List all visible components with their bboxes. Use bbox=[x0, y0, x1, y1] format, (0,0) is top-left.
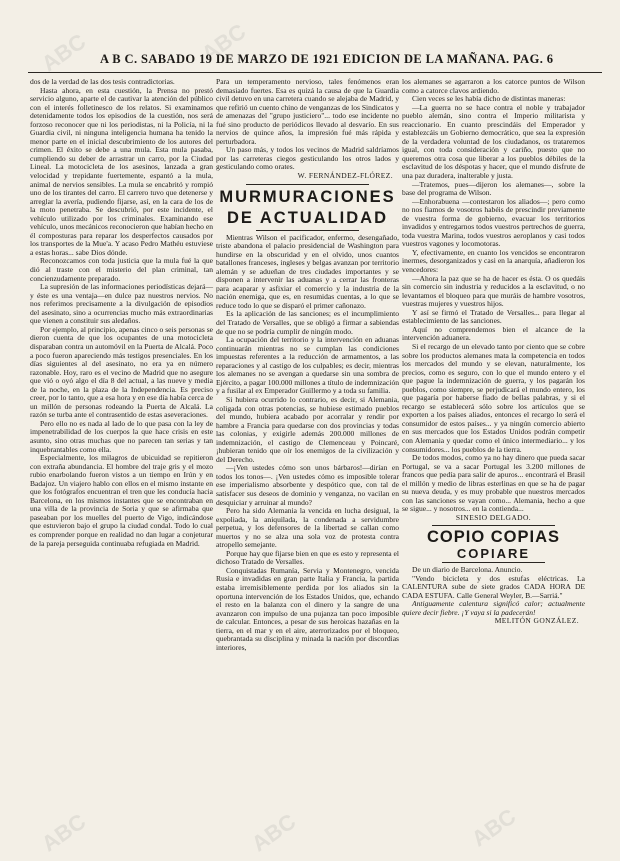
paragraph: Por ejemplo, al principio, apenas cinco o seis personas se dieron cuenta de que los ocupantes de una motocicleta disparaban contra un automóvil en la Puerta de Alcalá. Poco a poco fueron apareciendo más testigos presenciales. En los días siguientes al del asesinato, no era ya en número razonable. Hoy, raro es el vecino de Madrid que no asegure que vió o oyó algo el día 8 del actual, a las nueve y media de la noche, en la plaza de la Independencia. Es preciso creer, por lo tanto, que a esa hora y en ese día había cerca de un millón de personas rodeando la Puerta de Alcalá. La razón se turba ante el contrasentido de estas aseveraciones. bbox=[30, 324, 213, 420]
page-header bbox=[28, 52, 602, 70]
paragraph: los alemanes se agarraron a los catorce puntos de Wilson como a catorce clavos ardiendo. bbox=[402, 77, 585, 95]
watermark: ABC bbox=[466, 803, 521, 852]
paragraph: Antiguamente calentura significó calor; actualmente quiere decir fiebre. ¡Y vaya si la padecerán! bbox=[402, 599, 585, 617]
section-title: MURMURACIONES bbox=[219, 187, 396, 206]
paragraph: Es la aplicación de las sanciones; es el incumplimiento del Tratado de Versalles, que se obligó a firmar a sabiendas de que no se podría cumplir de ningún modo. bbox=[216, 309, 399, 336]
paragraph: dos de la verdad de las dos tesis contradictorias. bbox=[30, 77, 175, 86]
author-signature: SINESIO DELGADO. bbox=[455, 512, 532, 522]
paragraph: La supresión de las informaciones periodísticas dejará—y éste es una ventaja—en dulce paz nuestros nervios. No nos referimos precisamente a la divulgación de episodios del asesinato, sino a ocurrencias mucho más extraordinarias que vienen a constituir sus aledaños. bbox=[30, 282, 213, 326]
paragraph: Y así se firmó el Tratado de Versalles... para llegar al establecimiento de las sanciones. bbox=[402, 307, 585, 326]
paragraph: De un diario de Barcelona. Anuncio. bbox=[412, 564, 523, 574]
section-subtitle: COPIARE bbox=[456, 546, 531, 562]
watermark: ABC bbox=[36, 808, 91, 857]
author-signature: MELITÓN GONZÁLEZ. bbox=[494, 616, 579, 626]
paragraph: —Enhorabuena —contestaron los aliados—; pero como no nos fiamos de vosotros habéis de prescindir previamente de vuestra forma de gobierno, evacuar los territorios invadidos y entregarnos todos vuestros pertrechos de guerra, toda vuestra Marina, todos vuestros aeroplanos y casi todos vuestros vagones y locomotoras. bbox=[402, 196, 585, 249]
paragraph: Mientras Wilson el pacificador, enfermo, desengañado, triste abandona el palacio presidencial de Washington para hundirse en la obscuridad y en el olvido, unos cuantos batallones franceses, ingleses y belgas avanzan por territorio alemán y se adueñan de tres ciudades importantes y se disponen a intervenir las aduanas y a cerrar las fronteras para acaparar y asfixiar el comercio y la industria de la nación enemiga, que es, en resumidas cuentas, a lo que se reduce todo lo que se disparó el primer cañonazo. bbox=[216, 232, 399, 310]
header-rule bbox=[28, 72, 602, 73]
paragraph: De todos modos, como ya no hay dinero que pueda sacar Portugal, se va a sacar Portugal les 3.200 millones de francos que pedía para salir de apuros... encontrará el Brasil el millón y medio de libras esterlinas en que se ha de pagar su nueva deuda, y es muy probable que nuestros mercados con las sanciones se vayan como... Alemania, hecho a que se sigue... y nosotros... en la contienda... bbox=[402, 453, 585, 514]
paragraph: Cien veces se les había dicho de distintas maneras: bbox=[412, 94, 566, 104]
paragraph: Y, efectivamente, en cuanto los vencidos se encontraron inermes, desorganizados y casi en la anarquía, añadieron los vencedores: bbox=[402, 247, 585, 275]
paragraph: Pero ha sido Alemania la vencida en lucha desigual, la expoliada, la aniquilada, la condenada a servidumbre perpetua, y los defensores de la libertad se callan como muertos y no se alza una sola voz de protesta contra atropello semejante. bbox=[216, 506, 399, 550]
paragraph: Reconozcamos con toda justicia que la mula fué la que dió al traste con el misterio del plan criminal, tan concienzudamente preparado. bbox=[30, 256, 213, 283]
paragraph: Conquistadas Rumanía, Servia y Montenegro, vencida Rusia e invadidas en gran parte Italia y Francia, la partida estaba irremisiblemente perdida por los aliados sin la oportuna intervención de los Estados Unidos, que, echando el resto en la balanza con el dinero y la sangre de una avanzaron con impulso de una pujanza tan poco imposible de calcular. Entonces, a pesar de sus heroicas hazañas en la tierra, en el mar y en el aire, aterrorizados por el bloqueo, quebrantada su disciplina y minada la nación por discordias interiores, bbox=[216, 565, 399, 652]
watermark: ABC bbox=[196, 18, 251, 67]
paragraph: —Tratemos, pues—dijeron los alemanes—, sobre la base del programa de Wilson. bbox=[402, 179, 585, 198]
section-title: COPIO COPIAS bbox=[426, 528, 561, 547]
section-divider bbox=[442, 562, 545, 563]
paragraph: Un paso más, y todos los vecinos de Madrid saldríamos por las carreteras ciegos gesticulando los otros lados y gesticulando como orates. bbox=[216, 145, 399, 172]
paragraph: Porque hay que fijarse bien en que es esto y representa el dichoso Tratado de Versalles. bbox=[216, 548, 399, 567]
paragraph: "Vendo bicicleta y dos estufas eléctricas. La CALENTURA sube de siete grados CADA HORA DE CADA ESTUFA. Calle General Weyler, B.—Sarriá." bbox=[402, 573, 585, 600]
column-2 bbox=[216, 78, 399, 652]
paragraph: Pero ello no es nada al lado de lo que pasa con la ley de impenetrabilidad de los cuerpos la que hace crisis en este asunto, sino otras muchas que no parecen tan serias y tan inquebrantables como ella. bbox=[30, 418, 213, 454]
paragraph: —Ahora la paz que se ha de hacer es ésta. O os quedáis sin comercio sin industria y reducidos a la esclavitud, o no levantamos el bloqueo para que muráis de hambre vosotros, vuestras mujeres y vuestros hijos. bbox=[402, 273, 585, 309]
paragraph: —¡Ven ustedes cómo son unos bárbaros!—dirían en todos los tonos—. ¡Ven ustedes cómo es imposible tolerar ese imperialismo absorbente y despótico que, con tal de satisfacer sus deseos de dominio y venganza, no vacilan en desquiciar y arruinar al mundo? bbox=[216, 463, 399, 507]
section-title: DE ACTUALIDAD bbox=[226, 208, 389, 227]
paragraph: Hasta ahora, en esta cuestión, la Prensa no prestó servicio alguno, aparte el de cautivar la atención del público con el interés folletinesco de los relatos. Si examinamos detenidamente todos los episodios de la cuestión, nos será forzoso reconocer que ni los periodistas, ni la Policía, ni la Guardia civil, ni ninguna inteligencia humana ha tenido la menor parte en el inicial descubrimiento de los autores del crimen. El éxito se debe a una mula. Esta mula pasaba, cumpliendo su deber de arrastrar un carro, por la Ciudad Lineal. La motocicleta de los asesinos, lanzada a gran velocidad y trepidante fuertemente, espantó a la mula, animal de nervios sensibles. La mula se encabritó y rompió uno de los tirantes del carro. El carrero tuvo que detenerse y arreglar la avería, pudiendo fijarse, así, en la cara de los de la moto penetraba. Se descubrió, por este incidente, el vehículo utilizado por los criminales. Examinando ese vehículo, unos mecánicos reconocieron que habían hecho en él composturas para reparar los desperfectos causados por los transportes de la Mue'a. Y acaso Pedro Mathéu estuviese a estas horas... sabe Dios dónde. bbox=[30, 85, 213, 257]
author-signature: W. FERNÁNDEZ-FLÓREZ. bbox=[297, 171, 393, 181]
paragraph: Si hubiera ocurrido lo contrario, es decir, si Alemania, coligada con otras potencias, se hubiese estimado pueblos del mundo, hubiera acabado por acorralar y rendir por hambre a Francia para quedarse con dos provincias y todas las colonias, y exigirle además 200.000 millones de indemnización, el castigo de Clemenceau y Poincaré, ¡hubieran tenido que oír los enemigos de la civilización y del Derecho. bbox=[216, 394, 399, 464]
watermark: ABC bbox=[246, 808, 301, 857]
paragraph: Para un temperamento nervioso, tales fenómenos eran demasiado fuertes. Esa es quizá la causa de que la Guardia civil detuvo en una carretera cuando se alejaba de Madrid, y que refirió un cuento chino de venganzas de los Sindicatos y de amenazas del "grupo justiciero"... todo ese incidente no fué sino producto de periódicos llevado al desvarío. En sus nervios de quince años, la impresión fué más rápida y perturbadora. bbox=[216, 77, 399, 146]
paragraph: Especialmente, los milagros de ubicuidad se repitieron con extraña abundancia. El hombre del traje gris y el mozo rubio enarbolando fueron vistos a un tiempo en Irún y en Badajoz. Un viajero hablo con ellos en el mismo instante en que los fotógrafos encuentran el tren que les conducía hacia Barcelona, en los mismos instantes que se encontraban en una villa de la provincia de Soria y que se afirmaba que paseaban por los muelles del puerto de Vigo, indicándose que estuvieron bajo el grupo la ciudad condal. Todo lo cual es comprender porque en realidad no dan lugar a conjeturar de la pareja perseguida continuaba refugiada en Madrid. bbox=[30, 453, 213, 548]
paragraph: Si el recargo de un elevado tanto por ciento que se cobre sobre los productos alemanes mata la competencia en todos los mercados del mundo y se elevan, naturalmente, los precios, como es seguro, con lo que el mundo entero y el que pague la indemnización de guerra, y los pagarán los pueblos, como siempre, se perjudicará el mundo entero, los que pagaría por haberse fiado de bellas palabras, y si el recargo se establecerá sólo sobre los artículos que se exporten a los países aliados, entonces el recargo lo será el consumidor de estos países... y ya ningún comercio abierto en sus mercados que los Estados Unidos podrán competir con Alemania y quedar como el único intermediario... y los consumidores... los pueblos de la tierra. bbox=[402, 341, 585, 454]
watermark: ABC bbox=[36, 28, 91, 77]
section-divider bbox=[246, 184, 369, 185]
column-3 bbox=[402, 78, 585, 628]
page-header-text: A B C. SABADO 19 DE MARZO DE 1921 EDICION DE LA MAÑANA. PAG. 6 bbox=[100, 52, 554, 66]
section-divider bbox=[256, 230, 359, 231]
section-divider bbox=[432, 525, 555, 526]
paragraph: Aquí no comprendemos bien el alcance de la intervención aduanera. bbox=[402, 324, 585, 343]
column-1 bbox=[30, 78, 213, 548]
paragraph: La ocupación del territorio y la intervención en aduanas continuarán mientras no se cumplan las condiciones impuestas referentes a la reducción de armamentos, a las reparaciones y al castigo de los culpables; es decir, mientras los alemanes no se avengan a quedarse sin una sombra de Ejército, a pagar 100.000 millones a título de indemnización y a fusilar al ex Emperador Guillermo y a toda su familia. bbox=[216, 335, 399, 396]
paragraph: —La guerra no se hace contra el noble y trabajador pueblo alemán, sino contra el Imperio militarista y reaccionario. En cuanto prescindáis del Emperador y establezcáis un Gobierno democrático, que sea la expresión de la verdadera voluntad de los ciudadanos, os trataremos igual, con toda consideración y cariño, puesto que no queremos otra cosa que liberar a los pueblos débiles de la esclavitud de los déspotas y hacer, que el mundo disfrute de una paz duradera, inalterable y justa. bbox=[402, 102, 585, 181]
